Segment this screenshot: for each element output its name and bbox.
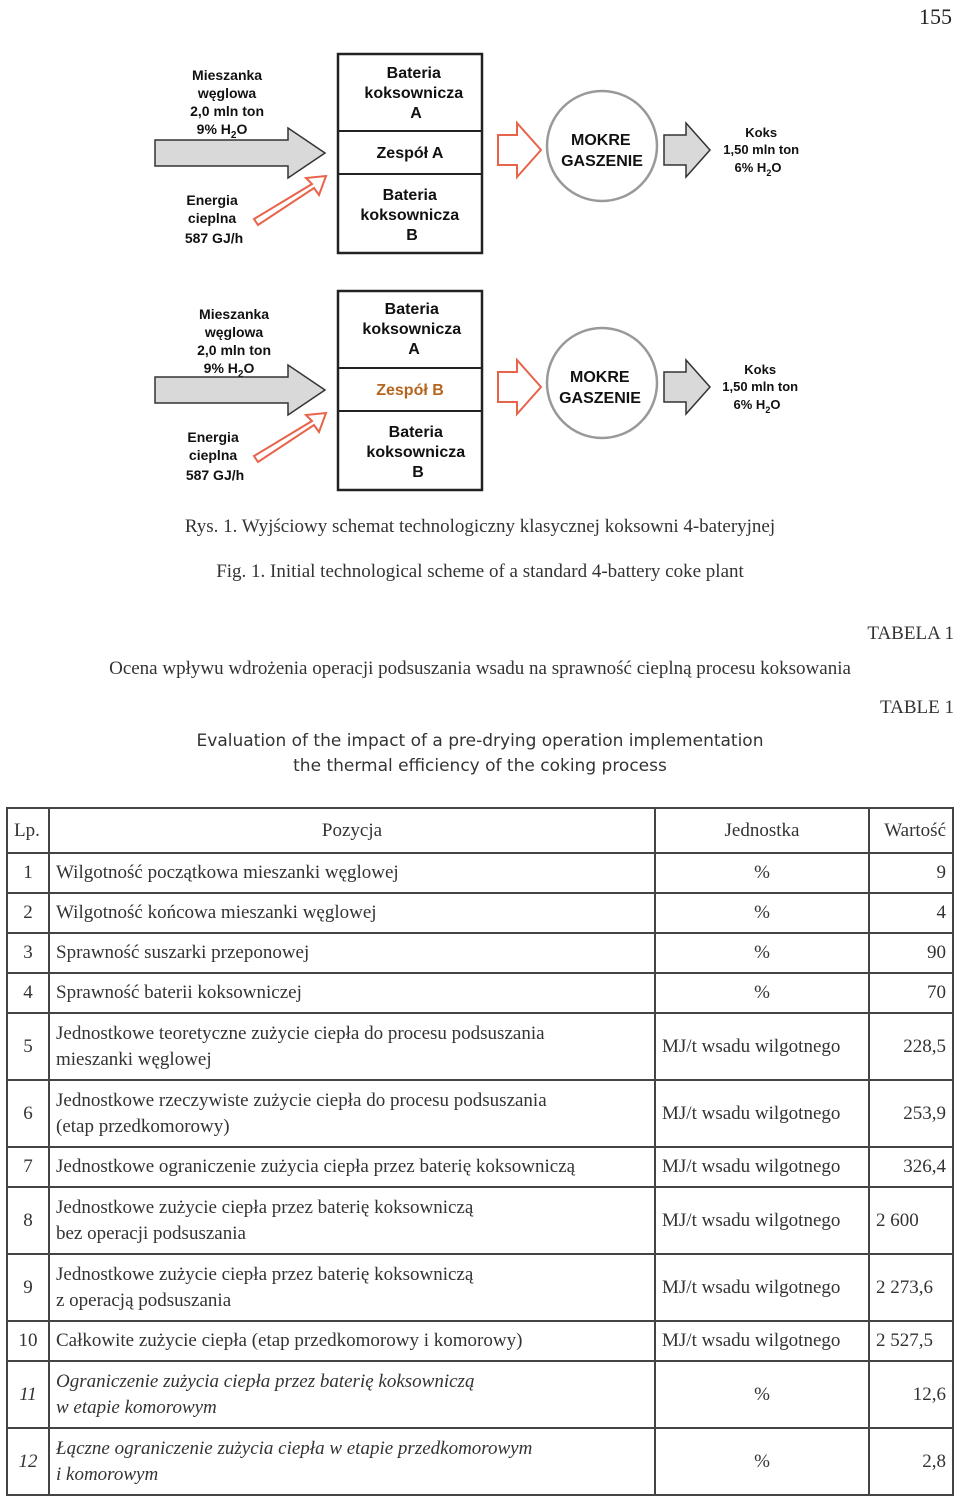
input-label: Mieszanka węglowa 2,0 mln ton 9% $H_2O$ — [190, 67, 265, 141]
row-value: 70 — [869, 973, 953, 1013]
row-lp: 11 — [7, 1361, 49, 1428]
row-unit: MJ/t wsadu wilgotnego — [655, 1147, 869, 1187]
row-value: 2 600 — [869, 1187, 953, 1254]
row-value: 253,9 — [869, 1080, 953, 1147]
row-unit: % — [655, 933, 869, 973]
row-item-line: Jednostkowe zużycie ciepła przez baterię koksowniczą — [56, 1263, 474, 1285]
process-diagrams — [0, 0, 960, 500]
battery-b-label: Bateria koksownicza B — [366, 424, 466, 481]
row-lp: 5 — [7, 1013, 49, 1080]
row-value: 90 — [869, 933, 953, 973]
table-row — [7, 933, 953, 973]
table-label-pl: TABELA 1 — [867, 623, 954, 644]
row-value: 9 — [869, 853, 953, 893]
row-unit: % — [655, 1361, 869, 1428]
row-item-line: Łączne ograniczenie zużycia ciepła w etapie przedkomorowym — [56, 1437, 533, 1459]
data-table — [6, 807, 954, 1496]
row-item-line: bez operacji podsuszania — [56, 1222, 246, 1244]
row-lp: 6 — [7, 1080, 49, 1147]
table-title-pl: Ocena wpływu wdrożenia operacji podsuszania wsadu na sprawność cieplną procesu koksowania — [109, 658, 851, 679]
row-lp: 4 — [7, 973, 49, 1013]
row-value: 2,8 — [869, 1428, 953, 1495]
row-item-line: w etapie komorowym — [56, 1396, 217, 1418]
row-unit: MJ/t wsadu wilgotnego — [655, 1187, 869, 1254]
row-item-line: Sprawność suszarki przeponowej — [56, 942, 310, 963]
row-item — [49, 1361, 655, 1428]
table-row — [7, 1254, 953, 1321]
row-item-line: Wilgotność końcowa mieszanki węglowej — [56, 902, 377, 923]
table-row — [7, 1147, 953, 1187]
row-unit: % — [655, 853, 869, 893]
table-row — [7, 973, 953, 1013]
row-value: 228,5 — [869, 1013, 953, 1080]
row-item-line: Ograniczenie zużycia ciepła przez baterię koksowniczą — [56, 1370, 475, 1392]
row-item — [49, 1147, 655, 1187]
row-item — [49, 1321, 655, 1361]
row-item-line: z operacją podsuszania — [56, 1289, 232, 1311]
energy-arrow — [254, 413, 326, 462]
group-label: Zespół A — [376, 145, 444, 162]
battery-a-label: Bateria koksownicza A — [364, 65, 464, 122]
table-row — [7, 1080, 953, 1147]
to-quench-arrow — [498, 123, 541, 177]
row-item — [49, 1080, 655, 1147]
coke-output-arrow — [664, 360, 710, 414]
table-title-en-line-1: Evaluation of the impact of a pre-drying operation implementation — [196, 731, 764, 751]
energy-arrow — [254, 176, 326, 225]
table-title-en-line-2: the thermal efficiency of the coking process — [293, 756, 667, 776]
table-label-en: TABLE 1 — [880, 697, 954, 718]
energy-label: Energia cieplna 587 GJ/h — [185, 429, 245, 483]
row-item — [49, 1254, 655, 1321]
row-unit: MJ/t wsadu wilgotnego — [655, 1254, 869, 1321]
row-item-line: Sprawność baterii koksowniczej — [56, 982, 302, 1003]
row-item — [49, 933, 655, 973]
row-item-line: Jednostkowe teoretyczne zużycie ciepła do procesu podsuszania — [56, 1022, 545, 1044]
quench-label: MOKRE GASZENIE — [561, 132, 643, 170]
row-value: 2 527,5 — [869, 1321, 953, 1361]
row-unit: % — [655, 893, 869, 933]
row-lp: 3 — [7, 933, 49, 973]
battery-b-label: Bateria koksownicza B — [360, 187, 460, 244]
row-lp: 2 — [7, 893, 49, 933]
row-lp: 12 — [7, 1428, 49, 1495]
header-lp: Lp. — [7, 808, 49, 853]
input-label: Mieszanka węglowa 2,0 mln ton 9% $H_2O$ — [197, 306, 272, 380]
row-value: 4 — [869, 893, 953, 933]
header-item: Pozycja — [49, 808, 655, 853]
energy-label: Energia cieplna 587 GJ/h — [184, 192, 244, 246]
row-item-line: Całkowite zużycie ciepła (etap przedkomorowy i komorowy) — [56, 1330, 523, 1351]
row-unit: % — [655, 1428, 869, 1495]
row-item-line: Jednostkowe zużycie ciepła przez baterię koksowniczą — [56, 1196, 474, 1218]
battery-a-label: Bateria koksownicza A — [362, 301, 462, 358]
row-lp: 7 — [7, 1147, 49, 1187]
row-item-line: mieszanki węglowej — [56, 1048, 212, 1070]
row-item — [49, 893, 655, 933]
table-header-row — [7, 808, 953, 853]
to-quench-arrow — [498, 360, 541, 414]
row-unit: MJ/t wsadu wilgotnego — [655, 1013, 869, 1080]
table-row — [7, 1428, 953, 1495]
row-item — [49, 1013, 655, 1080]
row-item — [49, 1428, 655, 1495]
row-item-line: Jednostkowe rzeczywiste zużycie ciepła do procesu podsuszania — [56, 1089, 547, 1111]
row-unit: MJ/t wsadu wilgotnego — [655, 1321, 869, 1361]
row-item-line: (etap przedkomorowy) — [56, 1115, 230, 1137]
table-row — [7, 1361, 953, 1428]
row-unit: % — [655, 973, 869, 1013]
coke-output-arrow — [664, 123, 710, 177]
table-title-en — [0, 731, 960, 776]
row-value: 326,4 — [869, 1147, 953, 1187]
header-unit: Jednostka — [655, 808, 869, 853]
output-label: Koks 1,50 mln ton 6% $H_2O$ — [723, 125, 800, 178]
page-number: 155 — [919, 4, 952, 29]
row-item — [49, 853, 655, 893]
quench-label: MOKRE GASZENIE — [559, 369, 641, 407]
table-row — [7, 1321, 953, 1361]
row-item-line: i komorowym — [56, 1463, 159, 1485]
row-unit: MJ/t wsadu wilgotnego — [655, 1080, 869, 1147]
row-lp: 10 — [7, 1321, 49, 1361]
row-item — [49, 1187, 655, 1254]
group-label: Zespół B — [376, 382, 444, 399]
table-row — [7, 1187, 953, 1254]
output-label: Koks 1,50 mln ton 6% $H_2O$ — [722, 362, 799, 415]
row-value: 12,6 — [869, 1361, 953, 1428]
table-row — [7, 893, 953, 933]
row-lp: 9 — [7, 1254, 49, 1321]
row-item — [49, 973, 655, 1013]
diagram-1 — [155, 54, 803, 253]
row-item-line: Jednostkowe ograniczenie zużycia ciepła przez baterię koksowniczą — [56, 1156, 576, 1177]
table-row — [7, 1013, 953, 1080]
table-row — [7, 853, 953, 893]
row-item-line: Wilgotność początkowa mieszanki węglowej — [56, 862, 399, 883]
diagram-2 — [155, 291, 802, 490]
row-lp: 8 — [7, 1187, 49, 1254]
row-value: 2 273,6 — [869, 1254, 953, 1321]
figure-caption-pl: Rys. 1. Wyjściowy schemat technologiczny klasycznej koksowni 4-bateryjnej — [184, 516, 776, 537]
row-lp: 1 — [7, 853, 49, 893]
header-value: Wartość — [869, 808, 953, 853]
figure-caption-en: Fig. 1. Initial technological scheme of a standard 4-battery coke plant — [216, 561, 744, 582]
